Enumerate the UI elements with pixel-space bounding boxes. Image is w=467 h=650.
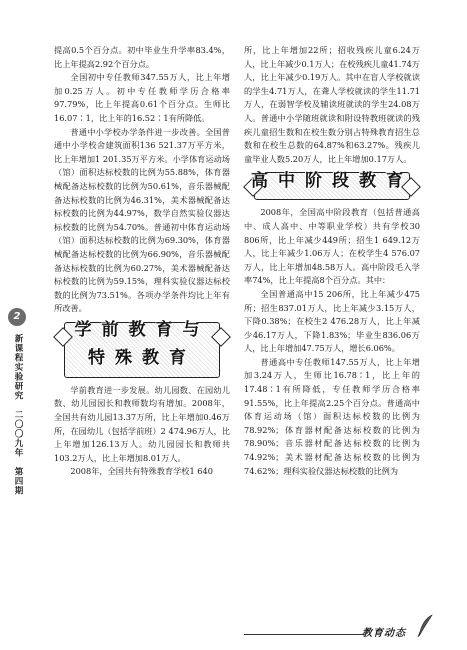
page-number: 2 (8, 308, 26, 326)
footer-section-title: 教育动态 (362, 628, 406, 639)
journal-sidebar (6, 308, 30, 528)
section-banner-preschool (54, 319, 230, 378)
paragraph: 所，比上年增加22所；招收残疾儿童6.24万人，比上年减少0.1万人；在校残疾儿童41.74万人，比上年减少0.19万人。其中在盲人学校就读的学生4.71万人，在聋人学校就读的学生11.71万人，在弱智学校及辅读班就读的学生24.08万人。普通中小学随班就读和附设特教班就读的残疾儿童招生数和在校生数分别占特殊教育招生总数和在校生总数的64.87%和63.27%。残疾儿童毕业人数5.20万人，比上年增加0.17万人。 (244, 45, 420, 164)
paragraph: 全国初中专任教师347.55万人，比上年增加0.25万人。初中专任教师学历合格率97.79%，比上年提高0.61个百分点。生师比16.07∶1，比上年的16.52∶1有所降低。 (54, 72, 230, 123)
paragraph: 全国普通高中15 206所，比上年减少475所；招生837.01万人，比上年减少3.15万人，下降0.38%；在校生2 476.28万人，比上年减少46.17万人，下降1.83%；毕业生836.06万人，比上年增加47.75万人，增长6.06%。 (244, 288, 420, 354)
section-heading: 高中阶段教育 (251, 171, 413, 192)
journal-issue-vertical: 新课程实验研究 二〇〇九年 第四期 (13, 334, 23, 496)
paragraph: 提高0.5个百分点。初中毕业生升学率83.4%，比上年提高2.92个百分点。 (54, 45, 230, 69)
page-footer (244, 620, 434, 642)
section-heading-line2: 特殊教育 (88, 347, 196, 368)
paragraph: 学前教育进一步发展。幼儿园数、在园幼儿数、幼儿园园长和教师数均有增加。2008年，全国共有幼儿园13.37万所，比上年增加0.46万所，在园幼儿（包括学前班）2 474.96万人，比上年增加126.13万人。幼儿园园长和教师共103.2万人，比上年增加8.01万人。 (54, 384, 230, 463)
footer-rule (244, 634, 364, 635)
left-column (54, 44, 230, 479)
paragraph: 2008年，全国共有特殊教育学校1 640 (70, 466, 213, 477)
section-banner-high-school (244, 172, 420, 200)
quill-pen-icon (416, 614, 434, 638)
paragraph: 普通高中专任教师147.55万人，比上年增加3.24万人，生师比16.78∶1，比上年的17.48∶1有所降低，专任教师学历合格率91.55%，比上年提高2.25个百分点。普通高中体育运动场（馆）面积达标校数的比例为78.92%；体育器材配备达标校数的比例为78.90%；音乐器材配备达标校数的比例为74.92%；美术器材配备达标校数的比例为74.62%；理科实验仪器达标校数的比例为 (244, 356, 420, 476)
right-column (244, 44, 420, 478)
paragraph: 普通中小学校办学条件进一步改善。全国普通中小学校舍建筑面积136 521.37万平方米，比上年增加1 201.35万平方米。小学体育运动场（馆）面积达标校数的比例为55.88%，体育器械配备达标校数的比例为50.61%，音乐器械配备达标校数的比例为46.31%，美术器械配备达标校数的比例为44.97%，数学自然实验仪器达标校数的比例为54.70%。普通初中体育运动场（馆）面积达标校数的比例为69.30%，体育器械配备达标校数的比例为66.90%，音乐器械配备达标校数的比例为60.27%，美术器械配备达标校数的比例为59.15%，理科实验仪器达标校数的比例为73.51%。各项办学条件均比上年有所改善。 (54, 126, 230, 314)
paragraph: 2008年，全国高中阶段教育（包括普通高中、成人高中、中等职业学校）共有学校30 806所，比上年减少449所；招生1 649.12万人，比上年减少1.06万人；在校学生4 576.07万人，比上年增加48.58万人。高中阶段毛入学率74%，比上年提高8个百分点。其中： (244, 207, 420, 286)
section-heading-line1: 学前教育与 (74, 319, 210, 340)
